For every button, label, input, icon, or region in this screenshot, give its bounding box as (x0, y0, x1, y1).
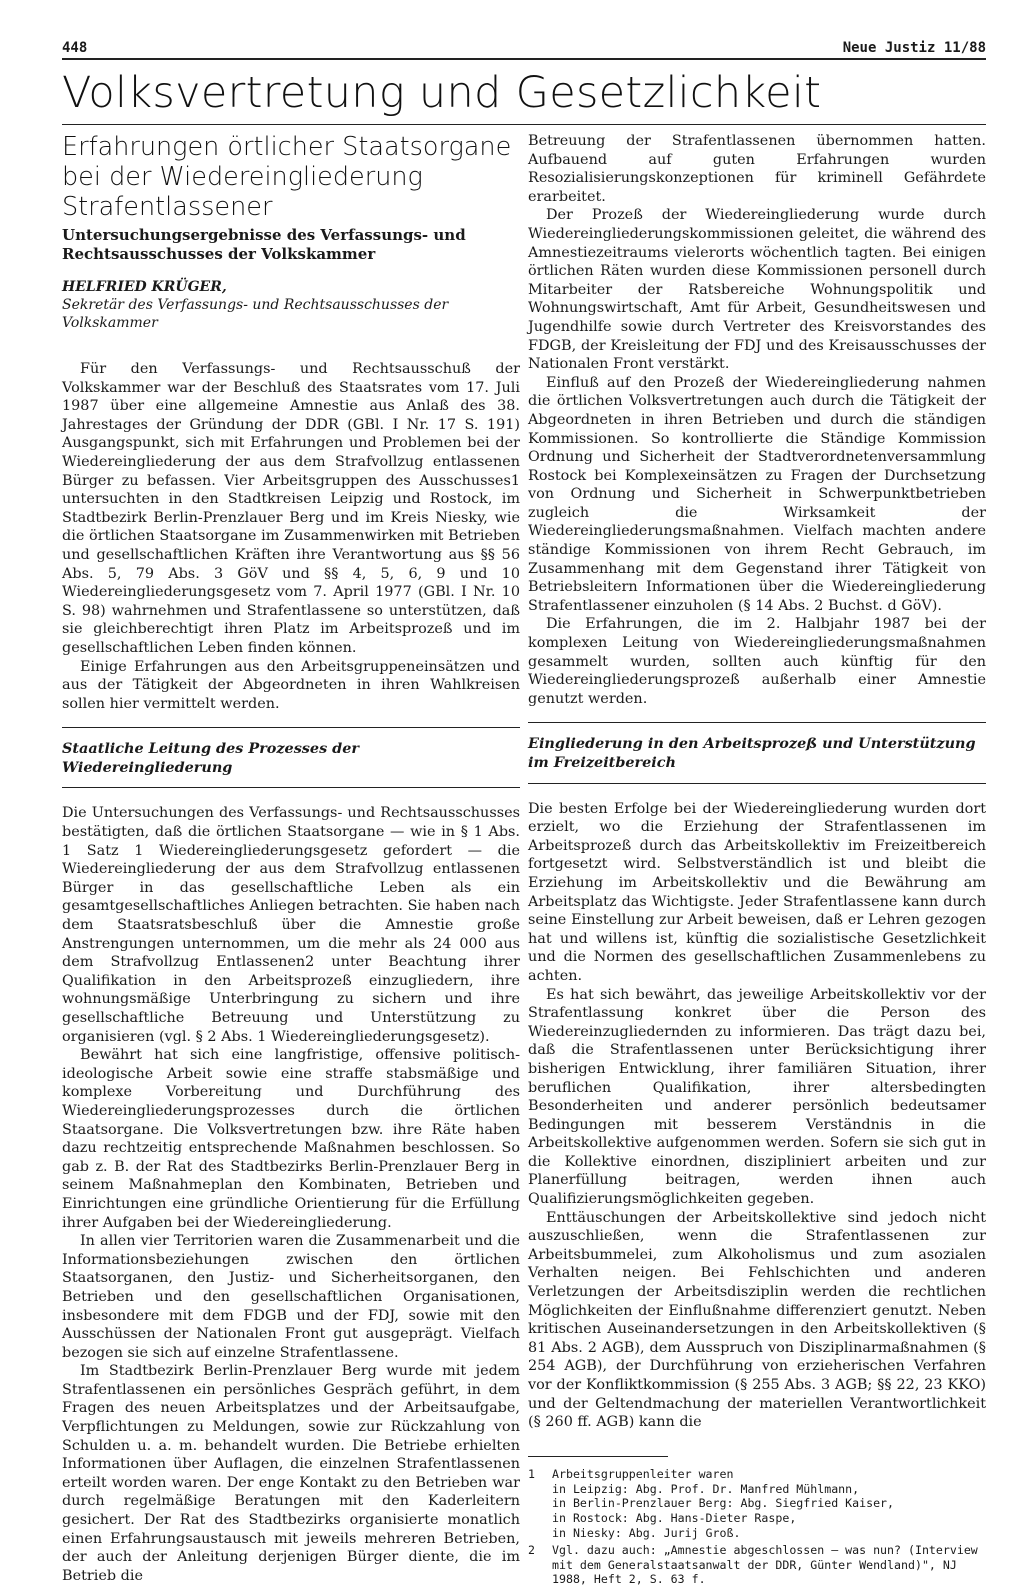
author-name: HELFRIED KRÜGER, (62, 279, 227, 295)
footnote-rule (528, 1456, 668, 1457)
body-paragraph: Bewährt hat sich eine langfristige, offensive politisch-ideologische Arbeit sowie eine straffe stabsmäßige und komplexe Vorbereitung und Durchführung des Wiedereingliederungsprozesses durch die örtlichen Staatsorgane. Die Volksvertretungen bzw. ihre Räte haben dazu rechtzeitig entsprechende Maßnahmen beschlossen. So gab z. B. der Rat des Stadtbezirks Berlin-Prenzlauer Berg in seinem Maßnahmeplan den Kombinaten, Betrieben und Einrichtungen eine gründliche Orientierung für die Erfüllung ihrer Aufgaben bei der Wiedereingliederung. (62, 1047, 520, 1231)
section-heading: Eingliederung in den Arbeitsprozeß und Unterstützung im Freizeitbereich (528, 735, 976, 771)
footnote-line: 1988, Heft 2, S. 63 f. (552, 1572, 706, 1587)
title-rule (62, 124, 986, 125)
section-rule (62, 727, 520, 728)
body-paragraph: Die besten Erfolge bei der Wiedereingliederung wurden dort erzielt, wo die Erziehung der Strafentlassenen im Arbeitsprozeß durch das Arbeitskollektiv im Freizeitbereich fortgesetzt wird. Selbstverständlich ist und bleibt die Erziehung im Arbeitskollektiv und die Bewährung am Arbeitsplatz das Wichtigste. Jeder Strafentlassene kann durch seine Einstellung zur Arbeit beweisen, daß er Lehren gezogen hat und willens ist, künftig die sozialistische Gesetzlichkeit und die Normen des gesellschaftlichen Zusammenlebens zu achten. (528, 800, 986, 984)
body-paragraph: Einfluß auf den Prozeß der Wiedereingliederung nahmen die örtlichen Volksvertretungen auch durch die Tätigkeit der Abgeordneten in ihren Betrieben und durch die ständigen Kommissionen. So kontrollierte die Ständige Kommission Ordnung und Sicherheit der Stadtverordnetenversammlung Rostock bei Komplexeinsätzen zu Fragen der Durchsetzung von Ordnung und Sicherheit in Schwerpunktbetrieben zugleich die Wirksamkeit der Wiedereingliederungsmaßnahmen. Vielfach machten andere ständige Kommissionen von ihrem Recht Gebrauch, im Zusammenhang mit dem Gegenstand ihrer Tätigkeit von Betriebsleitern Informationen über die Wiedereingliederung Strafentlassener einzuholen (§ 14 Abs. 2 Buchst. d GöV). (528, 374, 986, 614)
footnote-line: Vgl. dazu auch: „Amnestie abgeschlossen — was nun? (Interview (552, 1542, 978, 1557)
body-paragraph: Es hat sich bewährt, das jeweilige Arbeitskollektiv vor der Strafentlassung konkret über die Person des Wiedereinzugliedernden zu informieren. Das trägt dazu bei, daß die Strafentlassenen unter Berücksichtigung ihrer bisherigen Entwicklung, ihrer familiären Situation, ihrer beruflichen Qualifikation, ihrer altersbedingten Besonderheiten und anderer persönlich bedeutsamer Bedingungen mit besserem Verständnis in die Arbeitskollektive aufgenommen werden. Sofern sie sich gut in die Kollektive einordnen, diszipliniert arbeiten und zur Planerfüllung beitragen, werden ihnen auch Qualifizierungsmöglichkeiten gegeben. (528, 986, 986, 1208)
right-column (528, 132, 986, 1589)
footnote-line: in Leipzig: Abg. Prof. Dr. Manfred Mühlmann, (552, 1481, 860, 1496)
footnote-line: mit dem Generalstaatsanwalt der DDR, Günter Wendland)", NJ (552, 1557, 957, 1572)
article-subtitle: Untersuchungsergebnisse des Verfassungs- und Rechtsausschusses der Volkskammer (62, 226, 466, 263)
body-paragraph: Die Erfahrungen, die im 2. Halbjahr 1987 bei der komplexen Leitung von Wiedereingliederungsmaßnahmen gesammelt wurden, sollten auch künftig für den Wiedereingliederungsprozeß außerhalb einer Amnestie genutzt werden. (528, 616, 986, 707)
body-paragraph: Der Prozeß der Wiedereingliederung wurde durch Wiedereingliederungskommissionen geleitet, die während des Amnestiezeitraums vielerorts wöchentlich tagten. Bei einigen örtlichen Räten wurden diese Kommissionen personell durch Mitarbeiter der Ratsbereiche Wohnungspolitik und Wohnungswirtschaft, Amt für Arbeit, Gesundheitswesen und Jugendhilfe sowie durch Vertreter des Kreisvorstandes des FDGB, der Kreisleitung der FDJ und des Kreisausschusses der Nationalen Front verstärkt. (528, 207, 986, 373)
body-paragraph: Enttäuschungen der Arbeitskollektive sind jedoch nicht auszuschließen, wenn die Strafentlassenen zur Arbeitsbummelei, zum Alkoholismus und zum asozialen Verhalten neigen. Bei Fehlschichten und anderen Verletzungen der Arbeitsdisziplin werden die rechtlichen Möglichkeiten der Einflußnahme differenziert genutzt. Neben kritischen Auseinandersetzungen in den Arbeitskollektiven (§ 81 Abs. 2 AGB), dem Ausspruch von Disziplinarmaßnahmen (§ 254 AGB), der Durchführung von erzieherischen Verfahren vor der Konfliktkommission (§ 255 Abs. 3 AGB; §§ 22, 23 KKO) und der Geltendmachung der materiellen Verantwortlichkeit (§ 260 ff. AGB) kann die (528, 1209, 986, 1431)
section-rule (62, 787, 520, 788)
body-paragraph: Betreuung der Strafentlassenen übernommen hatten. Aufbauend auf guten Erfahrungen wurden Resozialisierungskonzeptionen für kriminell Gefährdete erarbeitet. (528, 133, 986, 205)
footnote-line: in Niesky: Abg. Jurij Groß. (552, 1525, 741, 1540)
footnote (528, 1543, 986, 1587)
body-paragraph: Im Stadtbezirk Berlin-Prenzlauer Berg wurde mit jedem Strafentlassenen ein persönliches Gespräch geführt, in dem Fragen des neuen Arbeitsplatzes und der Arbeitsaufgabe, Verpflichtungen zu Meldungen, sowie zur Rückzahlung von Schulden u. a. m. behandelt wurden. Die Betriebe erhielten Informationen über Auflagen, die einzelnen Strafentlassenen erteilt worden waren. Der enge Kontakt zu den Betrieben war durch regelmäßige Beratungen mit den Kaderleitern gesichert. Der Rat des Stadtbezirks organisierte monatlich einen Erfahrungsaustausch mit jeweils mehreren Betrieben, der auch der Anleitung derjenigen Bürger diente, die im Betrieb die (62, 1363, 520, 1584)
article-title: Erfahrungen örtlicher Staatsorgane bei der Wiedereingliederung Strafentlassener (62, 132, 512, 222)
author-role: Sekretär des Verfassungs- und Rechtsausschusses der Volkskammer (62, 297, 449, 331)
journal-issue: Neue Justiz 11/88 (842, 40, 986, 56)
footnote-line: in Berlin-Prenzlauer Berg: Abg. Siegfried Kaiser, (552, 1496, 895, 1511)
footnote-line: in Rostock: Abg. Hans-Dieter Raspe, (552, 1511, 797, 1526)
footnote-line: Arbeitsgruppenleiter waren (552, 1466, 734, 1481)
page-number: 448 (62, 40, 88, 56)
footnote (528, 1467, 986, 1541)
body-paragraph: In allen vier Territorien waren die Zusammenarbeit und die Informationsbeziehungen zwischen den örtlichen Staatsorganen, den Justiz- und Sicherheitsorganen, den Betrieben und den gesellschaftlichen Organisationen, insbesondere mit dem FDGB und der FDJ, sowie mit den Ausschüssen der Nationalen Front gut ausgeprägt. Vielfach bezogen sie sich auf einzelne Strafentlassene. (62, 1233, 520, 1361)
header-rule (62, 58, 986, 60)
section-rule (528, 783, 986, 784)
section-title: Volksvertretung und Gesetzlichkeit (62, 68, 822, 118)
section-heading: Staatliche Leitung des Prozesses der Wiedereingliederung (62, 740, 359, 776)
footnotes (528, 1467, 986, 1587)
intro-paragraph: Für den Verfassungs- und Rechtsausschuß der Volkskammer war der Beschluß des Staatsrates vom 17. Juli 1987 über eine allgemeine Amnestie aus Anlaß des 38. Jahrestages der Gründung der DDR (GBl. I Nr. 17 S. 191) Ausgangspunkt, sich mit Erfahrungen und Problemen bei der Wiedereingliederung der aus dem Strafvollzug entlassenen Bürger zu befassen. Vier Arbeitsgruppen des Ausschusses1 untersuchten in den Stadtkreisen Leipzig und Rostock, im Stadtbezirk Berlin-Prenzlauer Berg und im Kreis Niesky, wie die örtlichen Staatsorgane im Zusammenwirken mit Betrieben und gesellschaftlichen Kräften ihre Verantwortung aus §§ 56 Abs. 5, 79 Abs. 3 GöV und §§ 4, 5, 6, 9 und 10 Wiedereingliederungsgesetz vom 7. April 1977 (GBl. I Nr. 10 S. 98) wahrnehmen und Strafentlassene so unterstützen, daß sie gleichberechtigt ihren Platz im Arbeitsprozeß und im gesellschaftlichen Leben finden können. (62, 361, 520, 656)
footnote-number: 1 (528, 1466, 535, 1481)
section-rule (528, 722, 986, 723)
intro-paragraph: Einige Erfahrungen aus den Arbeitsgruppeneinsätzen und aus der Tätigkeit der Abgeordneten in ihren Wahlkreisen sollen hier vermittelt werden. (62, 658, 520, 712)
left-column (62, 132, 520, 1585)
footnote-number: 2 (528, 1542, 535, 1557)
body-paragraph: Die Untersuchungen des Verfassungs- und Rechtsausschusses bestätigten, daß die örtlichen Staatsorgane — wie in § 1 Abs. 1 Satz 1 Wiedereingliederungsgesetz gefordert — die Wiedereingliederung der aus dem Strafvollzug entlassenen Bürger in das gesellschaftliche Leben als ein gesamtgesellschaftliches Anliegen betrachten. Sie haben nach dem Staatsratsbeschluß über die Amnestie große Anstrengungen unternommen, um die mehr als 24 000 aus dem Strafvollzug Entlassenen2 unter Beachtung ihrer Qualifikation in den Arbeitsprozeß einzugliedern, ihre wohnungsmäßige Unterbringung zu sichern und ihre gesellschaftliche Betreuung und Unterstützung zu organisieren (vgl. § 2 Abs. 1 Wiedereingliederungsgesetz). (62, 805, 520, 1045)
